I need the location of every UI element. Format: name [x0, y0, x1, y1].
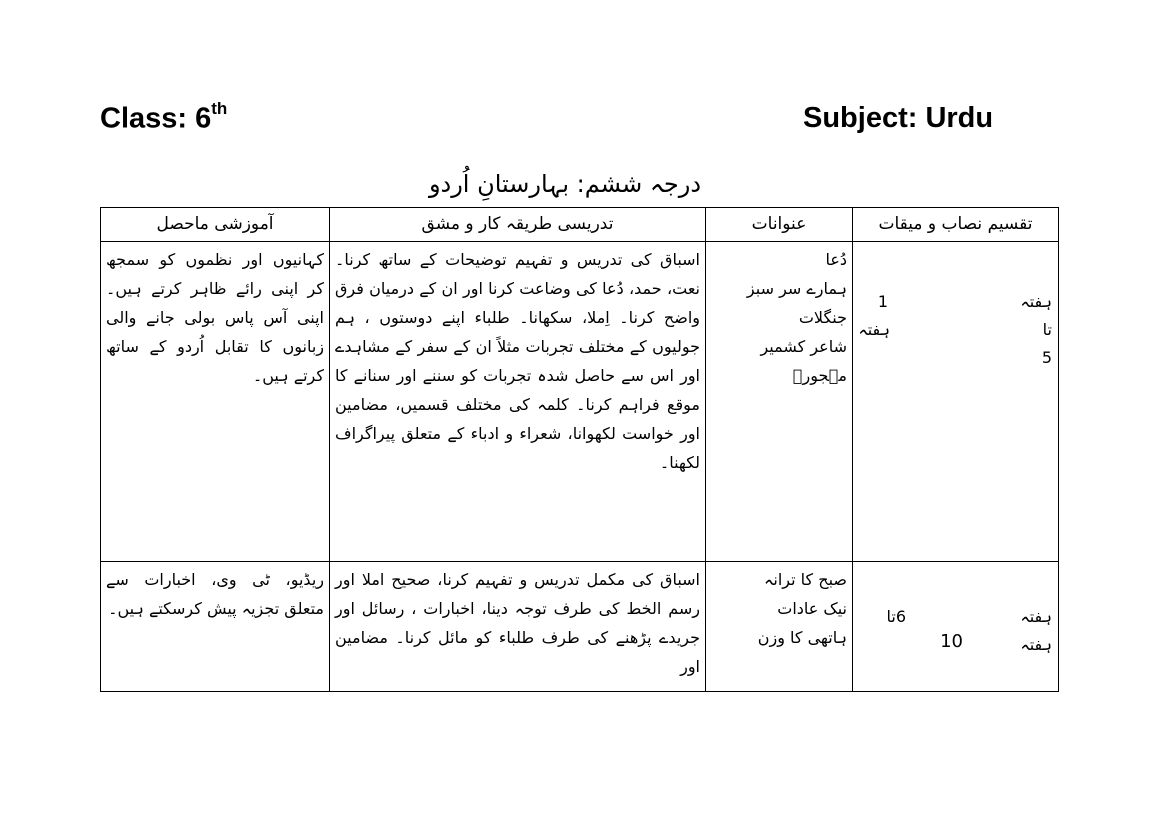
syllabus-table: [100, 207, 1059, 692]
week-number: 10: [940, 631, 963, 652]
subject-label: Subject: Urdu: [803, 102, 994, 134]
schedule-cell: [853, 562, 1059, 692]
class-label: Class: 6th: [100, 99, 228, 135]
methods-cell: اسباق کی تدریس و تفہیم توضیحات کے ساتھ کرنا۔ نعت، حمد، دُعا کی وضاعت کرنا اور ان کے درمیان فرق واضح کرنا۔ اِملا، سکھانا۔ طلباء اپنے دوستوں ، ہم جولیوں کے مختلف تجربات مثلاً ان کے سفر کے مشاہدے اور اس سے حاصل شدہ تجربات کو سننے اور سنانے کا موقع فراہم کرنا۔ کلمہ کی مختلف قسمیں، مضامین اور خواست لکھوانا، شعراء و ادباء کے متعلق پیراگراف لکھنا۔: [330, 242, 706, 562]
table-row: [101, 562, 1059, 692]
topic-item: صبح کا ترانہ: [764, 570, 847, 589]
to-label: تا: [1042, 320, 1052, 339]
outcomes-cell: ریڈیو، ٹی وی، اخبارات سے متعلق تجزیہ پیش کرسکتے ہیں۔: [101, 562, 330, 692]
class-superscript: th: [211, 99, 228, 118]
week-label: ہفتہ: [1020, 635, 1052, 654]
methods-cell: اسباق کی مکمل تدریس و تفہیم کرنا، صحیح املا اور رسم الخط کی طرف توجہ دینا، اخبارات ، رسائل اور جریدے پڑھنے کی طرف طلباء کو مائل کرنا۔ مضامین اور: [330, 562, 706, 692]
column-header-methods: تدریسی طریقہ کار و مشق: [330, 208, 706, 242]
week-label: ہفتہ: [1020, 607, 1052, 626]
column-header-schedule: تقسیم نصاب و میقات: [853, 208, 1059, 242]
topics-cell: [706, 242, 853, 562]
table-header-row: [101, 208, 1059, 242]
week-number: 1: [877, 292, 888, 311]
column-header-outcomes: آموزشی ماحصل: [101, 208, 330, 242]
schedule-cell: [853, 242, 1059, 562]
topic-item: دُعا: [825, 250, 847, 269]
week-number: 5: [1041, 348, 1052, 367]
topic-item: شاعر کشمیر مہجورؔ: [760, 337, 847, 385]
document-title: درجہ ششم: بہارستانِ اُردو: [428, 170, 702, 198]
column-header-topics: عنوانات: [706, 208, 853, 242]
week-label: ہفتہ: [858, 320, 890, 339]
topic-item: نیک عادات: [777, 599, 847, 618]
table-row: [101, 242, 1059, 562]
week-label: ہفتہ: [1020, 292, 1052, 311]
week-range: 6تا: [886, 607, 906, 626]
topic-item: ہاتھی کا وزن: [757, 628, 847, 647]
outcomes-cell: کہانیوں اور نظموں کو سمجھ کر اپنی رائے ظاہر کرتے ہیں۔ اپنی آس پاس بولی جانے والی زبانوں کا تقابل اُردو کے ساتھ کرتے ہیں۔: [101, 242, 330, 562]
topics-cell: [706, 562, 853, 692]
topic-item: ہمارے سر سبز جنگلات: [746, 279, 847, 327]
